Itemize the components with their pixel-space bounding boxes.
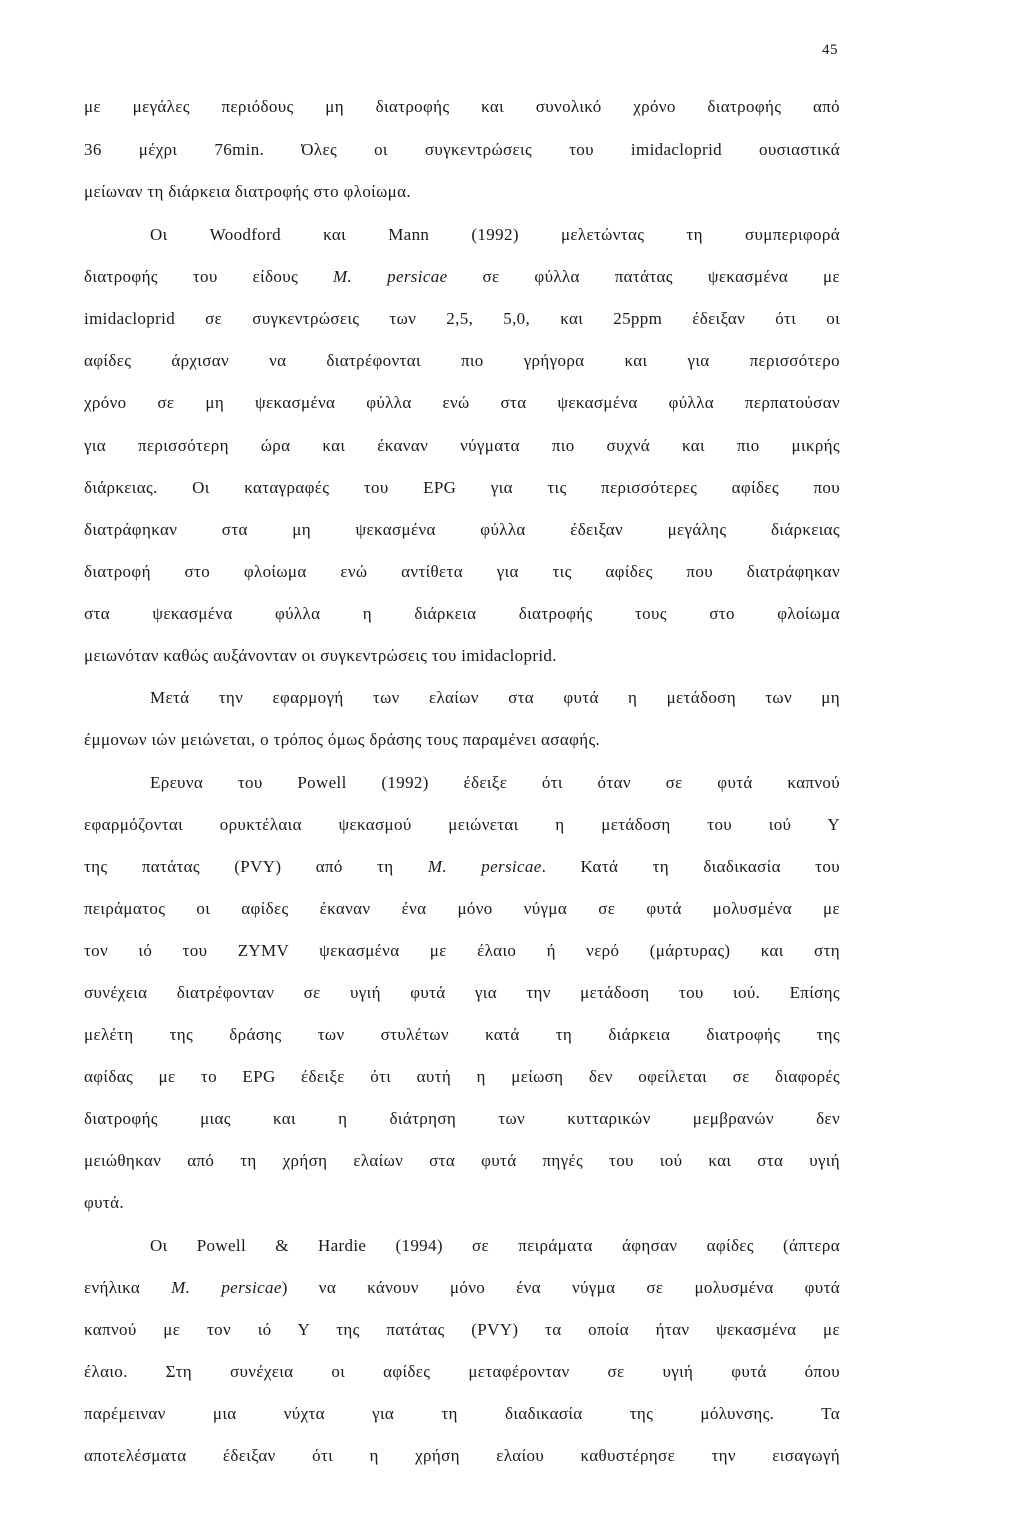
text-line: [84, 266, 840, 288]
species-name: M. persicae: [427, 857, 542, 876]
text-line: διατροφή στο φλοίωμα ενώ αντίθετα για τις αφίδες που διατράφηκαν: [84, 562, 840, 581]
text-line: εφαρμόζονται ορυκτέλαια ψεκασμού μειώνεται η μετάδοση του ιού Υ: [84, 815, 840, 834]
text-line: διατροφής μιας και η διάτρηση των κυτταρικών μεμβρανών δεν: [84, 1109, 840, 1128]
text-segment: . Κατά τη διαδικασία του: [541, 857, 840, 876]
text-line: έμμονων ιών μειώνεται, ο τρόπος όμως δράσης τους παραμένει ασαφής.: [84, 730, 601, 749]
text-line: μειωνόταν καθώς αυξάνονταν οι συγκεντρώσεις του imidacloprid.: [84, 646, 557, 665]
text-line: καπνού με τον ιό Υ της πατάτας (PVY) τα οποία ήταν ψεκασμένα με: [84, 1320, 840, 1339]
text-line: μειώθηκαν από τη χρήση ελαίων στα φυτά πηγές του ιού και στα υγιή: [84, 1151, 840, 1170]
text-line: 36 μέχρι 76min. Όλες οι συγκεντρώσεις του imidacloprid ουσιαστικά: [84, 140, 840, 159]
text-line: στα ψεκασμένα φύλλα η διάρκεια διατροφής τους στο φλοίωμα: [84, 604, 840, 623]
text-line: αφίδας με το EPG έδειξε ότι αυτή η μείωση δεν οφείλεται σε διαφορές: [84, 1067, 840, 1086]
text-line: διατράφηκαν στα μη ψεκασμένα φύλλα έδειξαν μεγάλης διάρκειας: [84, 520, 840, 539]
species-name: M. persicae: [171, 1278, 282, 1297]
text-segment: ) να κάνουν μόνο ένα νύγμα σε μολυσμένα φυτά: [281, 1278, 841, 1297]
text-line: πειράματος οι αφίδες έκαναν ένα μόνο νύγμα σε φυτά μολυσμένα με: [84, 899, 840, 918]
text-line: αποτελέσματα έδειξαν ότι η χρήση ελαίου καθυστέρησε την εισαγωγή: [84, 1446, 840, 1465]
text-line: χρόνο σε μη ψεκασμένα φύλλα ενώ στα ψεκασμένα φύλλα περπατούσαν: [84, 393, 840, 412]
text-line: αφίδες άρχισαν να διατρέφονται πιο γρήγορα και για περισσότερο: [84, 351, 840, 370]
text-segment: της πατάτας (PVY) από τη: [84, 857, 428, 876]
text-segment: ενήλικα: [84, 1278, 172, 1297]
text-line: Ερευνα του Powell (1992) έδειξε ότι όταν σε φυτά καπνού: [150, 773, 840, 792]
species-name: M. persicae: [333, 267, 448, 286]
text-line: Οι Powell & Hardie (1994) σε πειράματα άφησαν αφίδες (άπτερα: [150, 1236, 840, 1255]
text-line: μελέτη της δράσης των στυλέτων κατά τη διάρκεια διατροφής της: [84, 1025, 840, 1044]
text-line: [84, 856, 840, 878]
text-line: παρέμειναν μια νύχτα για τη διαδικασία της μόλυνσης. Τα: [84, 1404, 840, 1423]
text-line: για περισσότερη ώρα και έκαναν νύγματα πιο συχνά και πιο μικρής: [84, 436, 840, 455]
text-line: [84, 1277, 840, 1299]
text-segment: σε φύλλα πατάτας ψεκασμένα με: [447, 267, 841, 286]
text-segment: διατροφής του είδους: [84, 267, 334, 286]
text-line: διάρκειας. Οι καταγραφές του EPG για τις περισσότερες αφίδες που: [84, 478, 840, 497]
text-line: με μεγάλες περιόδους μη διατροφής και συνολικό χρόνο διατροφής από: [84, 97, 840, 116]
text-line: Μετά την εφαρμογή των ελαίων στα φυτά η μετάδοση των μη: [150, 688, 840, 707]
text-line: συνέχεια διατρέφονταν σε υγιή φυτά για την μετάδοση του ιού. Επίσης: [84, 983, 840, 1002]
text-line: imidacloprid σε συγκεντρώσεις των 2,5, 5,0, και 25ppm έδειξαν ότι οι: [84, 309, 840, 328]
text-line: Οι Woodford και Mann (1992) μελετώντας τη συμπεριφορά: [150, 225, 840, 244]
text-line: τον ιό του ZYMV ψεκασμένα με έλαιο ή νερό (μάρτυρας) και στη: [84, 941, 840, 960]
text-line: μείωναν τη διάρκεια διατροφής στο φλοίωμα.: [84, 182, 411, 201]
page-number: 45: [822, 42, 838, 58]
text-line: φυτά.: [84, 1193, 124, 1212]
text-line: έλαιο. Στη συνέχεια οι αφίδες μεταφέρονταν σε υγιή φυτά όπου: [84, 1362, 840, 1381]
